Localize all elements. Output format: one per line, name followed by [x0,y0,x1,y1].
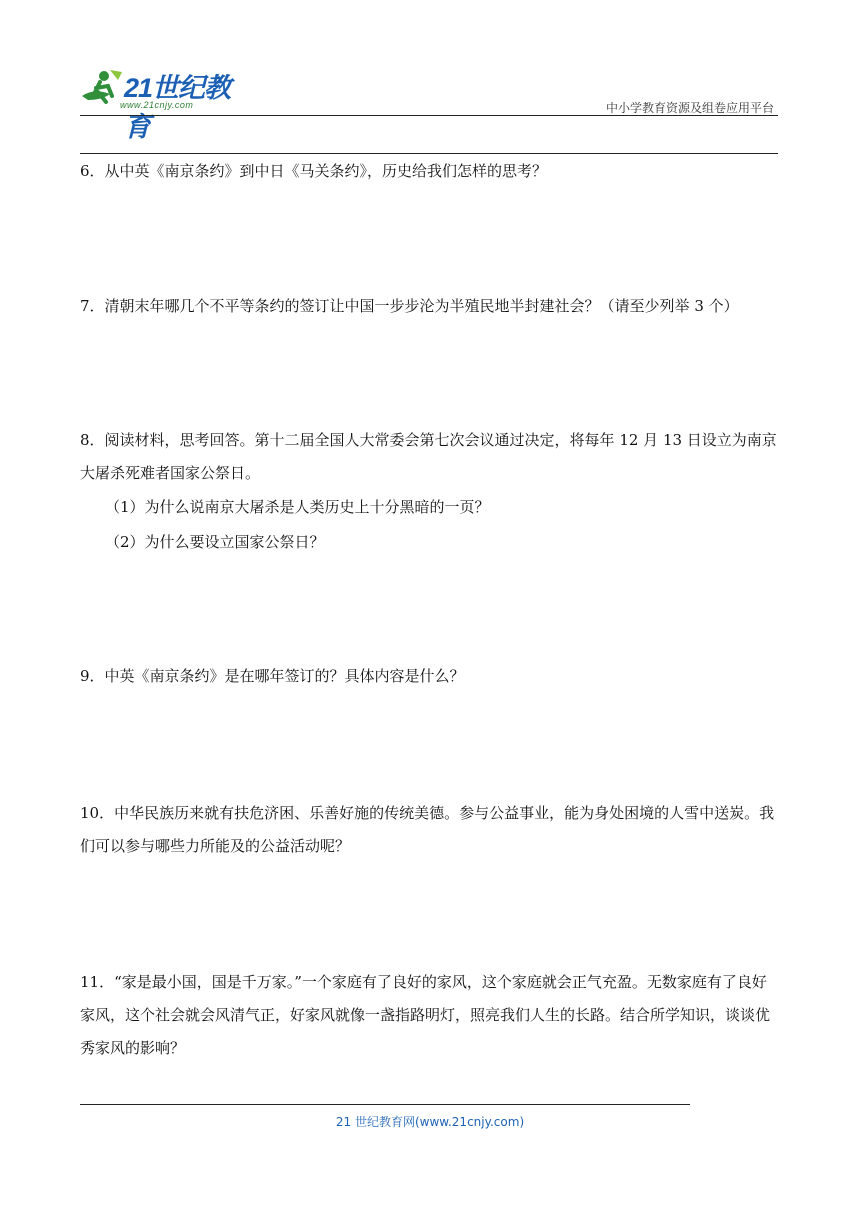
question-9 [80,660,780,693]
question-text: 清朝末年哪几个不平等条约的签订让中国一步步沦为半殖民地半封建社会？（请至少列举 3 个） [104,297,739,315]
logo-text: 21世纪教育 [124,73,231,142]
question-number: 8． [80,431,105,449]
question-8 [80,424,780,490]
question-10 [80,797,780,863]
question-text: 从中英《南京条约》到中日《马关条约》，历史给我们怎样的思考？ [104,162,548,180]
question-number: 10． [80,804,115,822]
footer-rule [80,1104,690,1105]
header-rule-bottom [80,153,778,154]
footer-link[interactable]: 21 世纪教育网(www.21cnjy.com) [335,1115,525,1129]
question-number: 9． [80,667,105,685]
question-11 [80,966,780,1065]
question-6 [80,155,780,188]
question-8-sub-1: （1）为什么说南京大屠杀是人类历史上十分黑暗的一页？ [105,498,490,516]
header-rule-top [80,115,778,116]
question-number: 7． [80,297,105,315]
question-text: 中英《南京条约》是在哪年签订的？具体内容是什么？ [104,667,465,685]
question-number: 6． [80,162,105,180]
question-text: 阅读材料，思考回答。第十二届全国人大常委会第七次会议通过决定，将每年 12 月 13 日设立为南京大屠杀死难者国家公祭日。 [80,431,777,482]
question-7 [80,290,780,323]
question-8-sub-2: （2）为什么要设立国家公祭日？ [105,533,325,551]
question-text: “家是最小国，国是千万家。”一个家庭有了良好的家风，这个家庭就会正气充盈。无数家庭有了良好家风，这个社会就会风清气正，好家风就像一盏指路明灯，照亮我们人生的长路。结合所学知识，谈谈优秀家风的影响？ [80,973,771,1057]
logo-url: www.21cnjy.com [120,100,194,110]
question-text: 中华民族历来就有扶危济困、乐善好施的传统美德。参与公益事业，能为身处困境的人雪中送炭。我们可以参与哪些力所能及的公益活动呢？ [80,804,775,855]
question-number: 11． [80,973,115,991]
site-logo [80,66,250,142]
header-tagline: 中小学教育资源及组卷应用平台 [605,101,774,115]
